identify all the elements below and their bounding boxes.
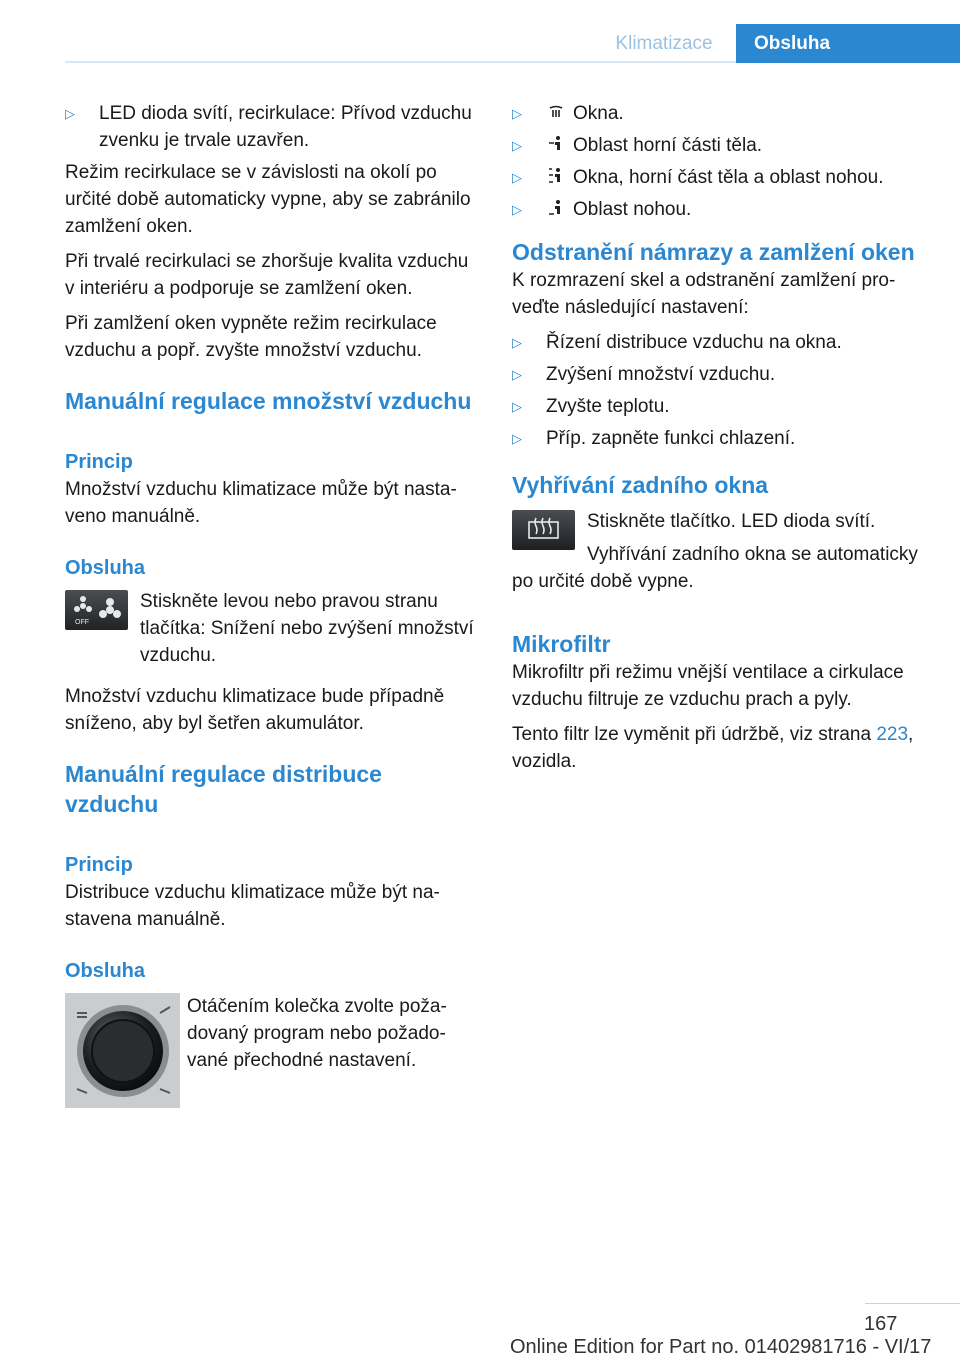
bullet-triangle-icon: ▷ [512,335,522,350]
subheading: Princip [65,854,133,876]
list-item: ▷ Okna. [512,100,926,127]
section-heading: Vyhřívání zadního okna [512,472,769,498]
knob-block [65,993,477,1111]
list-item: ▷ Oblast horní části těla. [512,132,926,159]
page-number: 167 [864,1313,898,1335]
paragraph: Množství vzduchu klimatizace může být nastaveno manuálně. [65,479,457,527]
right-column [512,100,926,783]
paragraph: Při trvalé recirkulaci se zhoršuje kvalita vzduchu v interiéru a podporuje se zamlžení oken. [65,251,469,299]
bullet-triangle-icon: ▷ [65,106,75,121]
bullet-triangle-icon: ▷ [512,202,522,217]
fan-off-text: OFF [75,619,89,626]
page-reference-link[interactable]: 223 [876,724,909,745]
paragraph: Množství vzduchu klimatizace bude případně sníženo, aby byl šetřen akumulátor. [65,686,445,734]
paragraph: K rozmrazení skel a odstranění zamlžení proveďte následující nastavení: [512,270,896,318]
bullet-triangle-icon: ▷ [512,399,522,414]
subheading: Obsluha [65,557,146,579]
list-item: ▷ Okna, horní část těla a oblast nohou. [512,164,926,191]
list-item: ▷ Zvyšte teplotu. [512,393,926,420]
fan-button-image [65,590,128,630]
bullet-triangle-icon: ▷ [512,170,522,185]
paragraph: Tento filtr lze vyměnit při údržbě, viz strana 223, vozidla. [512,724,914,772]
list-item: ▷ Řízení distribuce vzduchu na okna. [512,329,926,356]
section-heading: Manuální regulace množství vzduchu [65,388,472,414]
header-chapter: Obsluha [736,24,960,63]
window-body-feet-icon [546,166,566,186]
subheading: Princip [65,451,133,473]
rear-defrost-button-image [512,510,575,550]
paragraph: Stiskněte tlačítko. LED dioda svítí. [587,511,876,532]
subheading: Obsluha [65,960,146,982]
paragraph: Otáčením kolečka zvolte požadovaný program nebo požadované přechodné nastavení. [187,996,447,1071]
bullet-triangle-icon: ▷ [512,106,522,121]
paragraph: Při zamlžení oken vypněte režim recirkulace vzduchu a popř. zvyšte množství vzduchu. [65,313,437,361]
list-item: ▷ Oblast nohou. [512,196,926,223]
list-item: ▷ Zvýšení množství vzduchu. [512,361,926,388]
header-section: Klimatizace [615,33,713,54]
section-heading: Mikrofiltr [512,631,611,657]
windshield-icon [546,102,566,122]
rear-defrost-block [512,508,926,595]
upper-body-icon [546,134,566,154]
bullet-triangle-icon: ▷ [512,367,522,382]
paragraph: Vyhřívání zadního okna se automaticky po určité době vypne. [512,544,918,592]
list-item: ▷ Příp. zapněte funkci chlazení. [512,425,926,452]
footwell-icon [546,198,566,218]
fan-button-block [65,588,477,669]
paragraph: Distribuce vzduchu klimatizace může být nastavena manuálně. [65,882,440,930]
paragraph: Režim recirkulace se v závislosti na okolí po určité době automaticky vypne, aby se zabránilo zamlžení oken. [65,162,471,237]
paragraph: Mikrofiltr při režimu vnější ventilace a cirkulace vzduchu filtruje ze vzduchu prach a pyly. [512,662,904,710]
edition-note: Online Edition for Part no. 01402981716 - VI/17 [510,1336,932,1358]
section-heading: Manuální regulace distribuce vzduchu [65,761,382,817]
paragraph: Stiskněte levou nebo pravou stranu tlačítka: Snížení nebo zvýšení množství vzduchu. [140,591,474,666]
bullet-triangle-icon: ▷ [512,138,522,153]
bullet-triangle-icon: ▷ [512,431,522,446]
left-column [65,100,477,1111]
footer-rule [865,1303,960,1304]
section-heading: Odstranění námrazy a zamlžení oken [512,239,915,265]
list-item: ▷ LED dioda svítí, recirkulace: Přívod vzduchu zvenku je trvale uzavřen. [65,100,477,154]
distribution-knob-image [65,993,180,1108]
